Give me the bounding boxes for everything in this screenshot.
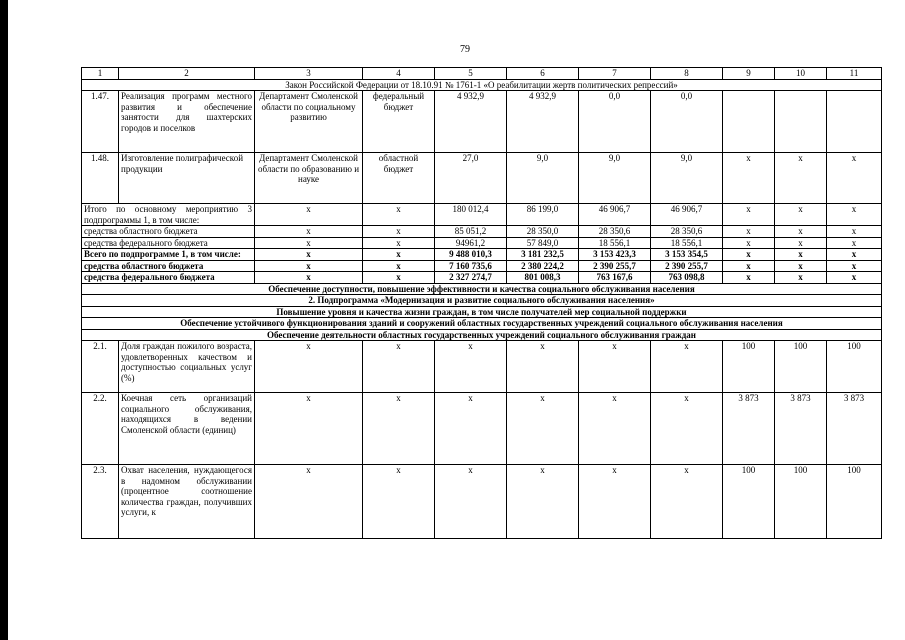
value-cell: 763 098,8 bbox=[651, 272, 723, 284]
row-number: 2.1. bbox=[82, 341, 119, 393]
value-cell: х bbox=[723, 204, 775, 226]
value-cell: 763 167,6 bbox=[579, 272, 651, 284]
value-cell: 28 350,6 bbox=[651, 226, 723, 238]
value-cell: х bbox=[827, 260, 882, 272]
program-table bbox=[81, 67, 882, 539]
value-cell: х bbox=[255, 249, 363, 261]
col-header: 6 bbox=[507, 68, 579, 80]
value-cell: 3 181 232,5 bbox=[507, 249, 579, 261]
section-row bbox=[82, 329, 882, 341]
value-cell: х bbox=[775, 237, 827, 249]
value-cell: 0,0 bbox=[579, 91, 651, 153]
col-header: 3 bbox=[255, 68, 363, 80]
section-row bbox=[82, 306, 882, 318]
total-row bbox=[82, 204, 882, 226]
value-cell: х bbox=[255, 393, 363, 465]
value-cell: 94961,2 bbox=[435, 237, 507, 249]
indicator-name: Доля граждан пожилого возраста, удовлетворенных качеством и доступностью социальных услуг (%) bbox=[119, 341, 255, 393]
value-cell: х bbox=[363, 465, 435, 539]
value-cell: х bbox=[435, 393, 507, 465]
value-cell: х bbox=[723, 153, 775, 204]
col-header: 10 bbox=[775, 68, 827, 80]
value-cell: 9,0 bbox=[651, 153, 723, 204]
row-number: 2.3. bbox=[82, 465, 119, 539]
value-cell: х bbox=[723, 272, 775, 284]
value-cell: х bbox=[363, 237, 435, 249]
value-cell bbox=[723, 91, 775, 153]
total-label: средства федерального бюджета bbox=[82, 237, 255, 249]
value-cell: 0,0 bbox=[651, 91, 723, 153]
funding-source: федеральный бюджет bbox=[363, 91, 435, 153]
value-cell: х bbox=[723, 237, 775, 249]
value-cell: 3 873 bbox=[723, 393, 775, 465]
total-label: средства федерального бюджета bbox=[82, 272, 255, 284]
measure-name: Изготовление полиграфической продукции bbox=[119, 153, 255, 204]
value-cell: х bbox=[579, 393, 651, 465]
value-cell: х bbox=[255, 204, 363, 226]
section-title: Обеспечение деятельности областных государственных учреждений социального обслуживания граждан bbox=[82, 329, 882, 341]
value-cell: 3 153 354,5 bbox=[651, 249, 723, 261]
value-cell: х bbox=[723, 226, 775, 238]
total-label: средства областного бюджета bbox=[82, 260, 255, 272]
value-cell: х bbox=[651, 393, 723, 465]
value-cell: х bbox=[827, 272, 882, 284]
value-cell: 3 873 bbox=[827, 393, 882, 465]
scan-edge-bar bbox=[0, 0, 8, 640]
section-title: 2. Подпрограмма «Модернизация и развитие социального обслуживания населения» bbox=[82, 295, 882, 307]
indicator-name: Охват населения, нуждающегося в надомном обслуживании (процентное соотношение количества граждан, получивших услуги, к bbox=[119, 465, 255, 539]
col-header: 8 bbox=[651, 68, 723, 80]
value-cell: х bbox=[363, 341, 435, 393]
value-cell: 18 556,1 bbox=[651, 237, 723, 249]
total-label: Итого по основному мероприятию 3 подпрограммы 1, в том числе: bbox=[82, 204, 255, 226]
law-row bbox=[82, 79, 882, 91]
value-cell: х bbox=[827, 249, 882, 261]
col-header: 11 bbox=[827, 68, 882, 80]
law-title: Закон Российской Федерации от 18.10.91 № 1761-1 «О реабилитации жертв политических репрессий» bbox=[82, 79, 882, 91]
table-row bbox=[82, 91, 882, 153]
value-cell bbox=[775, 91, 827, 153]
column-number-row bbox=[82, 68, 882, 80]
indicator-name: Коечная сеть организаций социального обслуживания, находящихся в ведении Смоленской области (единиц) bbox=[119, 393, 255, 465]
col-header: 4 bbox=[363, 68, 435, 80]
value-cell: 57 849,0 bbox=[507, 237, 579, 249]
section-row bbox=[82, 318, 882, 330]
value-cell: 100 bbox=[775, 465, 827, 539]
value-cell: х bbox=[255, 341, 363, 393]
total-row bbox=[82, 272, 882, 284]
value-cell: 100 bbox=[775, 341, 827, 393]
value-cell: х bbox=[651, 465, 723, 539]
value-cell: х bbox=[255, 260, 363, 272]
value-cell: х bbox=[435, 341, 507, 393]
row-number: 1.47. bbox=[82, 91, 119, 153]
value-cell: х bbox=[775, 226, 827, 238]
value-cell: 100 bbox=[827, 341, 882, 393]
value-cell: х bbox=[507, 465, 579, 539]
row-number: 2.2. bbox=[82, 393, 119, 465]
value-cell bbox=[827, 91, 882, 153]
value-cell: х bbox=[507, 393, 579, 465]
measure-name: Реализация программ местного развития и обеспечение занятости для шахтерских городов и поселков bbox=[119, 91, 255, 153]
value-cell: х bbox=[827, 204, 882, 226]
value-cell: х bbox=[255, 272, 363, 284]
value-cell: х bbox=[255, 237, 363, 249]
total-label: средства областного бюджета bbox=[82, 226, 255, 238]
value-cell: х bbox=[827, 226, 882, 238]
col-header: 1 bbox=[82, 68, 119, 80]
value-cell: х bbox=[363, 249, 435, 261]
value-cell: х bbox=[363, 272, 435, 284]
value-cell: х bbox=[827, 237, 882, 249]
value-cell: 4 932,9 bbox=[435, 91, 507, 153]
value-cell: х bbox=[775, 272, 827, 284]
row-number: 1.48. bbox=[82, 153, 119, 204]
section-title: Обеспечение доступности, повышение эффективности и качества социального обслуживания населения bbox=[82, 283, 882, 295]
value-cell: х bbox=[363, 226, 435, 238]
value-cell: х bbox=[435, 465, 507, 539]
value-cell: 2 390 255,7 bbox=[651, 260, 723, 272]
value-cell: 100 bbox=[723, 341, 775, 393]
col-header: 5 bbox=[435, 68, 507, 80]
value-cell: 28 350,0 bbox=[507, 226, 579, 238]
value-cell: 85 051,2 bbox=[435, 226, 507, 238]
value-cell: х bbox=[651, 341, 723, 393]
value-cell: х bbox=[775, 204, 827, 226]
section-row bbox=[82, 283, 882, 295]
value-cell: х bbox=[579, 341, 651, 393]
value-cell: 46 906,7 bbox=[579, 204, 651, 226]
value-cell: 2 390 255,7 bbox=[579, 260, 651, 272]
value-cell: 801 008,3 bbox=[507, 272, 579, 284]
value-cell: х bbox=[363, 260, 435, 272]
value-cell: х bbox=[363, 204, 435, 226]
value-cell: х bbox=[723, 260, 775, 272]
value-cell: 27,0 bbox=[435, 153, 507, 204]
value-cell: х bbox=[255, 465, 363, 539]
table-row bbox=[82, 465, 882, 539]
value-cell: 46 906,7 bbox=[651, 204, 723, 226]
value-cell: 86 199,0 bbox=[507, 204, 579, 226]
table-row bbox=[82, 153, 882, 204]
funding-source: областной бюджет bbox=[363, 153, 435, 204]
section-title: Повышение уровня и качества жизни граждан, в том числе получателей мер социальной поддержки bbox=[82, 306, 882, 318]
value-cell: 3 153 423,3 bbox=[579, 249, 651, 261]
value-cell: 7 160 735,6 bbox=[435, 260, 507, 272]
section-row bbox=[82, 295, 882, 307]
col-header: 2 bbox=[119, 68, 255, 80]
value-cell: 4 932,9 bbox=[507, 91, 579, 153]
table-row bbox=[82, 341, 882, 393]
executor: Департамент Смоленской области по образованию и науке bbox=[255, 153, 363, 204]
value-cell: 180 012,4 bbox=[435, 204, 507, 226]
total-row bbox=[82, 249, 882, 261]
value-cell: 100 bbox=[827, 465, 882, 539]
page-number: 79 bbox=[460, 44, 470, 55]
total-row bbox=[82, 260, 882, 272]
value-cell: 28 350,6 bbox=[579, 226, 651, 238]
value-cell: х bbox=[775, 249, 827, 261]
value-cell: х bbox=[775, 153, 827, 204]
value-cell: х bbox=[723, 249, 775, 261]
table-row bbox=[82, 393, 882, 465]
value-cell: х bbox=[255, 226, 363, 238]
section-title: Обеспечение устойчивого функционирования зданий и сооружений областных государственных учреждений социального обслуживания населения bbox=[82, 318, 882, 330]
value-cell: х bbox=[579, 465, 651, 539]
value-cell: х bbox=[775, 260, 827, 272]
value-cell: х bbox=[827, 153, 882, 204]
col-header: 7 bbox=[579, 68, 651, 80]
value-cell: 9,0 bbox=[507, 153, 579, 204]
value-cell: 18 556,1 bbox=[579, 237, 651, 249]
value-cell: 9 488 010,3 bbox=[435, 249, 507, 261]
total-label: Всего по подпрограмме 1, в том числе: bbox=[82, 249, 255, 261]
value-cell: х bbox=[363, 393, 435, 465]
total-row bbox=[82, 237, 882, 249]
value-cell: 2 380 224,2 bbox=[507, 260, 579, 272]
value-cell: 9,0 bbox=[579, 153, 651, 204]
col-header: 9 bbox=[723, 68, 775, 80]
executor: Департамент Смоленской области по социальному развитию bbox=[255, 91, 363, 153]
value-cell: х bbox=[507, 341, 579, 393]
value-cell: 2 327 274,7 bbox=[435, 272, 507, 284]
total-row bbox=[82, 226, 882, 238]
value-cell: 3 873 bbox=[775, 393, 827, 465]
value-cell: 100 bbox=[723, 465, 775, 539]
